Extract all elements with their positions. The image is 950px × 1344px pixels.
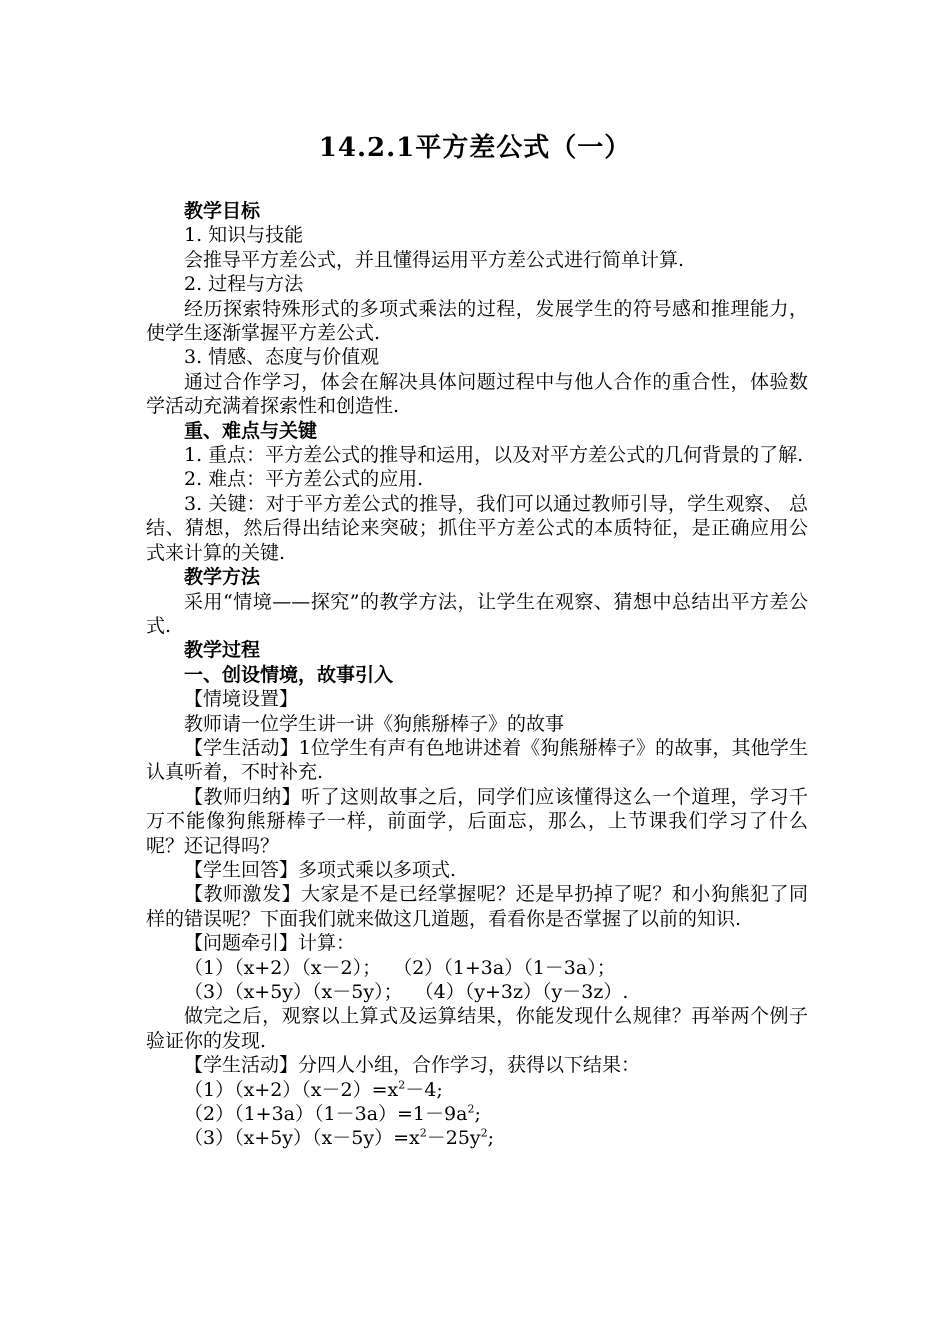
paragraph: 1. 重点：平方差公式的推导和运用，以及对平方差公式的几何背景的了解.	[184, 444, 804, 467]
result-line-2: $(2)(1+3a)(1-3a)=1-9a^2$;	[184, 1102, 481, 1126]
paragraph: 【学生回答】多项式乘以多项式.	[184, 858, 457, 881]
paragraph-list	[146, 199, 808, 1078]
paragraph: 【教师激发】大家是不是已经掌握呢？还是早扔掉了呢？和小狗熊犯了同样的错误呢？下面我们就来做这几道题，看看你是否掌握了以前的知识.	[146, 883, 808, 930]
paragraph: 3. 情感、态度与价值观	[184, 346, 380, 369]
paragraph: 【问题牵引】计算：	[184, 932, 356, 955]
section-heading: 教学目标	[184, 200, 261, 222]
paragraph: 【教师归纳】听了这则故事之后，同学们应该懂得这么一个道理，学习千万不能像狗熊掰棒子一样，前面学，后面忘，那么，上节课我们学习了什么呢？还记得吗？	[146, 785, 808, 857]
section-heading: 重、难点与关键	[184, 419, 318, 442]
page-title: 14.2.1平方差公式（一）	[318, 133, 632, 163]
result-line-3: $(3)(x+5y)(x-5y)=x^2-25y^2$;	[184, 1127, 495, 1150]
paragraph: （1）（x+2）（x－2）； （2）（1+3a）（1－3a）；	[184, 956, 616, 979]
paragraph: （3）（x+5y）（x－5y）； （4）（y+3z）（y－3z）.	[184, 981, 629, 1003]
section-heading: 一、创设情境，故事引入	[184, 663, 394, 686]
paragraph: 教师请一位学生讲一讲《狗熊掰棒子》的故事	[184, 712, 565, 735]
paragraph: 做完之后，观察以上算式及运算结果，你能发现什么规律？再举两个例子验证你的发现.	[146, 1005, 808, 1052]
section-heading: 教学过程	[184, 639, 261, 662]
paragraph: 采用“情境——探究”的教学方法，让学生在观察、猜想中总结出平方差公式.	[146, 590, 808, 637]
result-line-1: $(1)(x+2)(x-2)=x^2-4$;	[184, 1078, 443, 1101]
paragraph: 【学生活动】分四人小组，合作学习，获得以下结果：	[184, 1054, 641, 1077]
paragraph: 【学生活动】1位学生有声有色地讲述着《狗熊掰棒子》的故事，其他学生认真听着，不时补充.	[146, 736, 808, 784]
paragraph: 2. 过程与方法	[184, 273, 304, 296]
paragraph: 2. 难点：平方差公式的应用.	[184, 468, 424, 491]
paragraph: 1. 知识与技能	[184, 224, 304, 247]
document-body	[146, 199, 808, 1151]
paragraph: 通过合作学习，体会在解决具体问题过程中与他人合作的重合性，体验数学活动充满着探索性和创造性.	[146, 370, 808, 418]
paragraph: 经历探索特殊形式的多项式乘法的过程，发展学生的符号感和推理能力，使学生逐渐掌握平方差公式.	[146, 297, 808, 345]
paragraph: 会推导平方差公式，并且懂得运用平方差公式进行简单计算.	[184, 248, 685, 271]
paragraph: 【情境设置】	[184, 688, 299, 711]
paragraph: 3. 关键：对于平方差公式的推导，我们可以通过教师引导，学生观察、 总结、猜想，然后得出结论来突破；抓住平方差公式的本质特征，是正确应用公式来计算的关键.	[146, 492, 808, 564]
section-heading: 教学方法	[184, 566, 261, 589]
